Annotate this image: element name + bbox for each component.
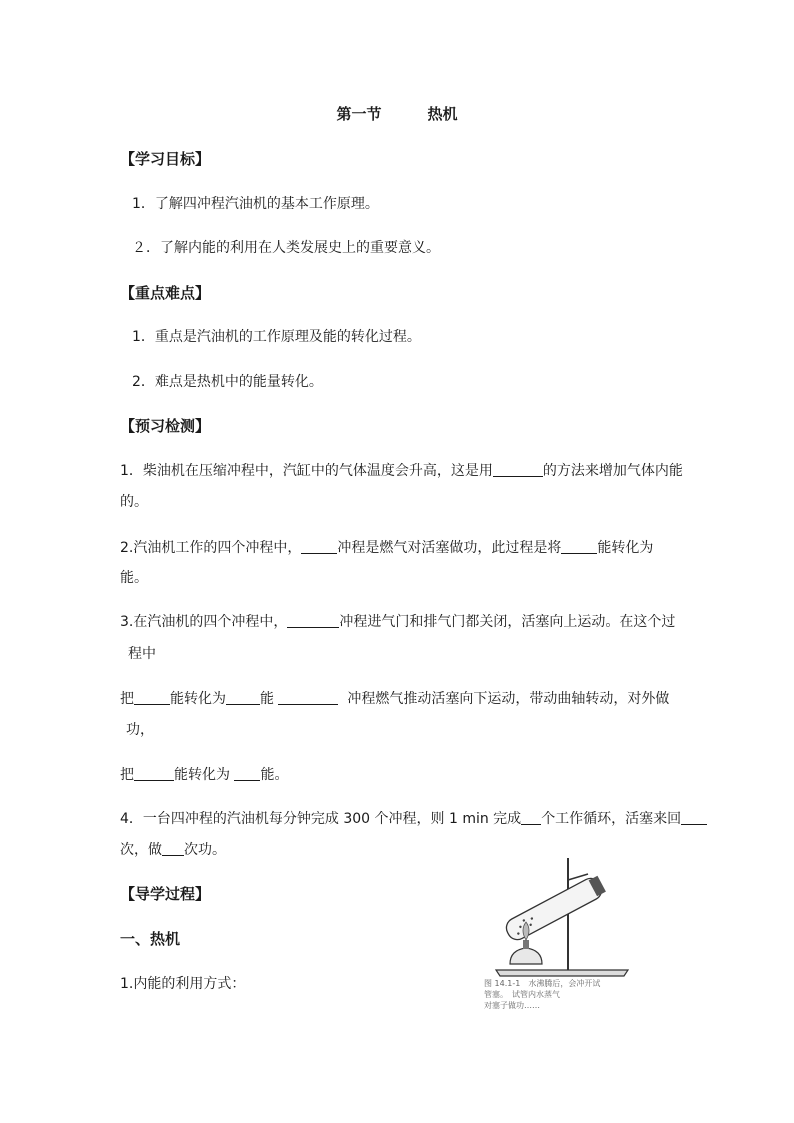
key-point-1: 1．重点是汽油机的工作原理及能的转化过程。	[132, 329, 421, 345]
lamp-wick	[523, 940, 529, 949]
guide-item-1: 1.内能的利用方式：	[120, 976, 246, 992]
question-1-line-2: 的。	[120, 494, 148, 510]
question-2-line-2: 能。	[120, 570, 148, 586]
q3-text-a: 3.在汽油机的四个冲程中，	[120, 614, 288, 630]
q3-text-e: 能转化为	[170, 691, 226, 707]
learning-goal-2: ２．了解内能的利用在人类发展史上的重要意义。	[132, 240, 440, 256]
answer-blank[interactable]	[134, 690, 170, 705]
answer-blank[interactable]	[287, 613, 339, 628]
answer-blank[interactable]	[278, 690, 338, 705]
question-3-line-1	[120, 611, 675, 631]
q4-text-b: 个工作循环，活塞来回	[541, 811, 682, 827]
q3-text-b: 冲程进气门和排气门都关闭，活塞向上运动。在这个过	[339, 614, 676, 630]
q3-text-i: 把	[120, 767, 134, 783]
q4-text-d: 次功。	[184, 842, 226, 858]
learning-goal-1: 1．了解四冲程汽油机的基本工作原理。	[132, 196, 379, 212]
question-1-line-1	[120, 460, 683, 480]
answer-blank[interactable]	[162, 841, 184, 856]
question-3-line-4: 功，	[126, 722, 154, 738]
answer-blank[interactable]	[561, 539, 597, 554]
question-4-line-1	[120, 808, 707, 828]
key-points-heading: 【重点难点】	[120, 284, 211, 302]
figure-caption	[484, 978, 600, 1011]
test-tube	[503, 874, 607, 943]
key-point-2: 2．难点是热机中的能量转化。	[132, 374, 323, 390]
answer-blank[interactable]	[234, 766, 260, 781]
answer-blank[interactable]	[134, 766, 174, 781]
guide-heading: 【导学过程】	[120, 885, 211, 903]
question-2-line-1	[120, 537, 653, 557]
q2-text-a: 2.汽油机工作的四个冲程中，	[120, 540, 302, 556]
alcohol-lamp	[510, 948, 542, 964]
preview-heading: 【预习检测】	[120, 417, 211, 435]
title-topic: 热机	[427, 105, 458, 123]
q3-text-g: 冲程燃气推动活塞向下运动，带动曲轴转动，对外做	[347, 691, 670, 707]
question-3-line-3	[120, 688, 669, 708]
answer-blank[interactable]	[521, 810, 541, 825]
question-3-line-5	[120, 764, 288, 784]
q2-text-c: 能转化为	[597, 540, 654, 556]
q1-text-b: 的方法来增加气体内能	[542, 463, 683, 479]
question-3-line-2: 程中	[128, 646, 156, 662]
caption-line: 管塞。 试管内水蒸气	[484, 990, 560, 999]
page-title	[0, 103, 794, 124]
answer-blank[interactable]	[681, 810, 707, 825]
stand-base	[496, 970, 628, 976]
answer-blank[interactable]	[493, 462, 543, 477]
q2-text-b: 冲程是燃气对活塞做功，此过程是将	[337, 540, 562, 556]
answer-blank[interactable]	[226, 690, 260, 705]
caption-line: 对塞子做功……	[484, 1001, 540, 1010]
learning-goals-heading: 【学习目标】	[120, 150, 211, 168]
q3-text-d: 把	[120, 691, 134, 707]
q3-text-f: 能	[260, 691, 274, 707]
q4-text-c: 次，做	[120, 842, 162, 858]
stand-clamp	[568, 874, 588, 880]
question-4-line-2	[120, 839, 226, 859]
q4-text-a: 4．一台四冲程的汽油机每分钟完成 300 个冲程，则 1 min 完成	[120, 811, 522, 827]
q1-text-a: 1．柴油机在压缩冲程中，汽缸中的气体温度会升高，这是用	[120, 463, 493, 479]
q3-text-k: 能。	[260, 767, 289, 783]
section-heading-heat-engine: 一、热机	[120, 930, 181, 948]
q3-text-j: 能转化为	[174, 767, 230, 783]
answer-blank[interactable]	[301, 539, 337, 554]
title-section-number: 第一节	[336, 105, 382, 123]
caption-line: 图 14.1-1 水沸腾后，会冲开试	[484, 979, 601, 988]
